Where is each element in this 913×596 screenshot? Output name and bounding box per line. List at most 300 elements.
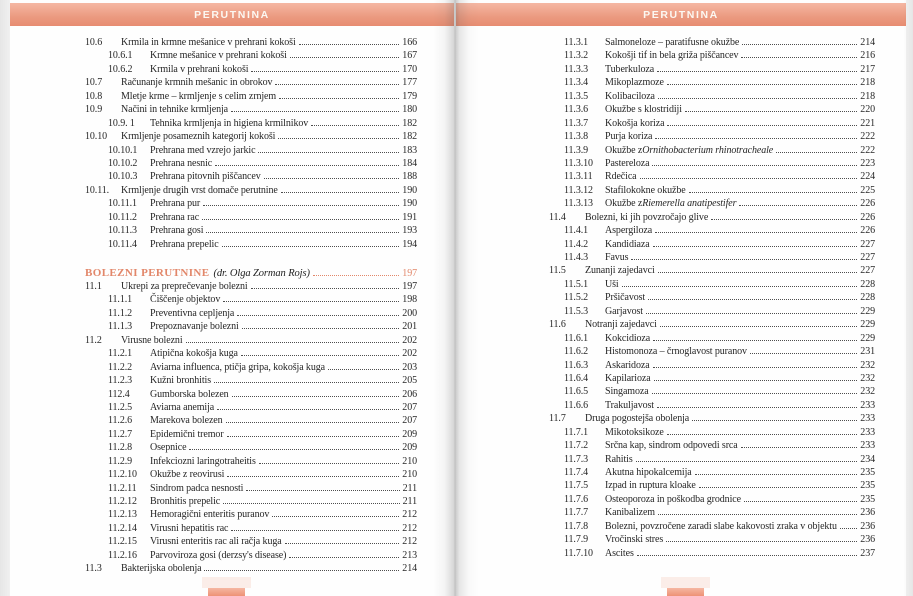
toc-row bbox=[549, 77, 875, 90]
toc-leader-dots bbox=[667, 434, 858, 435]
toc-column-left bbox=[85, 37, 417, 577]
toc-leader-dots bbox=[299, 44, 400, 45]
toc-leader-dots bbox=[652, 165, 857, 166]
toc-entry-title: Parvoviroza gosi (derzsy's disease) bbox=[150, 549, 287, 561]
toc-leader-dots bbox=[246, 490, 399, 491]
toc-row bbox=[85, 281, 417, 294]
toc-row bbox=[549, 198, 875, 211]
toc-leader-dots bbox=[654, 380, 858, 381]
toc-entry-number: 10.9. 1 bbox=[108, 117, 135, 129]
toc-row bbox=[85, 348, 417, 361]
toc-leader-dots bbox=[328, 369, 399, 370]
toc-leader-dots bbox=[739, 205, 857, 206]
toc-leader-dots bbox=[685, 111, 857, 112]
toc-leader-dots bbox=[311, 125, 399, 126]
toc-page-number: 213 bbox=[402, 549, 417, 561]
toc-entry-title: Kandidiaza bbox=[605, 238, 650, 250]
toc-entry-title: Virusni hepatitis rac bbox=[150, 522, 229, 534]
toc-leader-dots bbox=[692, 420, 857, 421]
toc-page-number: 218 bbox=[860, 77, 875, 89]
toc-page-number: 188 bbox=[402, 171, 417, 183]
toc-row bbox=[549, 252, 875, 265]
toc-entry-number: 11.7.2 bbox=[564, 440, 589, 452]
toc-entry-number: 11.2.2 bbox=[108, 361, 133, 373]
toc-row bbox=[85, 198, 417, 211]
toc-leader-dots bbox=[272, 516, 399, 517]
toc-entry-title: Mikotoksikoze bbox=[605, 426, 664, 438]
toc-leader-dots bbox=[186, 342, 400, 343]
toc-entry-number: 10.8 bbox=[85, 90, 103, 102]
toc-leader-dots bbox=[660, 326, 858, 327]
toc-row bbox=[85, 77, 417, 90]
toc-entry-number: 11.2 bbox=[85, 334, 102, 346]
toc-page-number: 233 bbox=[860, 440, 875, 452]
toc-leader-dots bbox=[667, 125, 857, 126]
toc-entry-title: Ukrepi za preprečevanje bolezni bbox=[121, 281, 248, 292]
toc-row bbox=[549, 145, 875, 158]
toc-entry-title: Kolibaciloza bbox=[605, 90, 655, 102]
toc-leader-dots bbox=[202, 219, 399, 220]
toc-entry-title: Kokošja koriza bbox=[605, 117, 665, 129]
toc-entry-title: Histomonoza – črnoglavost puranov bbox=[605, 346, 747, 358]
toc-page-number: 229 bbox=[860, 319, 875, 331]
toc-row bbox=[85, 239, 417, 252]
toc-row bbox=[549, 64, 875, 77]
toc-entry-title: Mletje krme – krmljenje s celim zrnjem bbox=[121, 90, 277, 102]
toc-entry-number: 10.9 bbox=[85, 104, 103, 116]
toc-page-number: 232 bbox=[860, 386, 875, 398]
toc-page-number: 202 bbox=[402, 348, 417, 360]
toc-leader-dots bbox=[223, 301, 399, 302]
left-page-header-title: PERUTNINA bbox=[194, 8, 270, 21]
toc-row bbox=[549, 158, 875, 171]
toc-leader-dots bbox=[237, 315, 399, 316]
toc-page-number: 212 bbox=[402, 536, 417, 548]
toc-row bbox=[85, 37, 417, 50]
toc-row bbox=[549, 239, 875, 252]
toc-page-number: 218 bbox=[860, 90, 875, 102]
toc-entry-title: Rdečica bbox=[605, 171, 637, 183]
toc-entry-number: 11.2.13 bbox=[108, 509, 137, 521]
toc-section-gap bbox=[85, 252, 417, 267]
toc-row bbox=[85, 91, 417, 104]
toc-entry-number: 11.3.8 bbox=[564, 131, 589, 143]
toc-page-number: 227 bbox=[860, 238, 875, 250]
toc-entry-number: 11.5.2 bbox=[564, 292, 589, 304]
toc-leader-dots bbox=[741, 447, 858, 448]
toc-page-number: 182 bbox=[402, 117, 417, 129]
toc-row bbox=[549, 292, 875, 305]
toc-page-number: 179 bbox=[402, 90, 417, 102]
toc-row bbox=[549, 467, 875, 480]
toc-page-number: 207 bbox=[402, 415, 417, 427]
toc-entry-title: Trakuljavost bbox=[605, 399, 654, 411]
toc-leader-dots bbox=[744, 501, 857, 502]
toc-entry-number: 11.4.2 bbox=[564, 238, 589, 250]
right-page-header-band bbox=[456, 3, 906, 26]
toc-page-number: 180 bbox=[402, 104, 417, 116]
toc-leader-dots bbox=[695, 474, 858, 475]
toc-page-number: 222 bbox=[860, 144, 875, 156]
toc-entry-title: Krmljenje posameznih kategorij kokoši bbox=[121, 131, 276, 143]
toc-row bbox=[549, 534, 875, 547]
toc-entry-number: 11.2.12 bbox=[108, 496, 137, 507]
toc-leader-dots bbox=[631, 259, 857, 260]
toc-leader-dots bbox=[658, 514, 857, 515]
toc-entry-number: 11.2.3 bbox=[108, 375, 133, 387]
toc-row bbox=[549, 521, 875, 534]
toc-entry-title: Infekciozni laringotraheitis bbox=[150, 455, 256, 467]
toc-row bbox=[85, 335, 417, 348]
toc-leader-dots bbox=[289, 557, 399, 558]
toc-entry-number: 11.4.3 bbox=[564, 252, 589, 263]
toc-leader-dots bbox=[637, 555, 858, 556]
toc-entry-number: 11.3.11 bbox=[564, 171, 593, 183]
toc-entry-number: 11.5 bbox=[549, 265, 566, 277]
toc-page-number: 200 bbox=[402, 307, 417, 319]
toc-entry-number: 11.3.5 bbox=[564, 90, 589, 102]
toc-page-number: 209 bbox=[402, 428, 417, 440]
toc-entry-number: 11.6.1 bbox=[564, 332, 589, 344]
toc-entry-title: Okužbe z bbox=[605, 144, 643, 156]
toc-entry-title-latin: Riemerella anatipestifer bbox=[642, 198, 737, 210]
toc-entry-number: 10.11.2 bbox=[108, 211, 137, 223]
toc-leader-dots bbox=[666, 541, 857, 542]
toc-entry-number: 11.2.16 bbox=[108, 549, 137, 561]
toc-row bbox=[85, 442, 417, 455]
toc-page-number: 191 bbox=[402, 211, 417, 223]
toc-entry-title: Prehrana gosi bbox=[150, 225, 204, 237]
toc-row bbox=[85, 50, 417, 63]
toc-row bbox=[549, 118, 875, 131]
toc-entry-title: Druga pogostejša obolenja bbox=[585, 413, 690, 425]
toc-entry-title: Epidemični tremor bbox=[150, 428, 224, 440]
toc-entry-number: 112.4 bbox=[108, 388, 130, 400]
toc-row bbox=[85, 375, 417, 388]
toc-entry-title: Rahitis bbox=[605, 453, 633, 465]
toc-page-number: 229 bbox=[860, 332, 875, 344]
toc-row bbox=[549, 400, 875, 413]
toc-entry-number: 11.5.1 bbox=[564, 278, 589, 290]
toc-row bbox=[549, 212, 875, 225]
toc-entry-number: 11.3.3 bbox=[564, 63, 589, 75]
toc-row bbox=[549, 548, 875, 561]
toc-page-number: 236 bbox=[860, 507, 875, 519]
toc-entry-number: 10.10.3 bbox=[108, 171, 138, 183]
toc-entry-title: Prehrana nesnic bbox=[150, 157, 213, 169]
toc-entry-number: 11.2.10 bbox=[108, 469, 137, 481]
toc-row bbox=[85, 456, 417, 469]
toc-row bbox=[549, 37, 875, 50]
right-page bbox=[456, 0, 906, 596]
toc-row bbox=[549, 333, 875, 346]
toc-entry-title: Pršičavost bbox=[605, 292, 646, 304]
left-page-header-band bbox=[10, 3, 454, 26]
toc-entry-number: 11.1.3 bbox=[108, 321, 133, 333]
toc-entry-number: 11.1.1 bbox=[108, 294, 133, 306]
toc-page-number: 190 bbox=[402, 198, 417, 210]
toc-leader-dots bbox=[655, 232, 857, 233]
toc-row bbox=[549, 480, 875, 493]
toc-entry-number: 11.3.1 bbox=[564, 37, 589, 48]
toc-row bbox=[85, 536, 417, 549]
chapter-title: BOLEZNI PERUTNINE bbox=[85, 267, 210, 279]
toc-entry-title: Pastereloza bbox=[605, 157, 650, 169]
toc-page-number: 206 bbox=[402, 388, 417, 400]
toc-entry-title: Bolezni, ki jih povzročajo glive bbox=[585, 211, 709, 223]
toc-row bbox=[549, 427, 875, 440]
toc-entry-number: 11.3.13 bbox=[564, 198, 593, 210]
toc-page-number: 166 bbox=[402, 37, 417, 48]
toc-leader-dots bbox=[227, 436, 400, 437]
toc-page-number: 212 bbox=[402, 509, 417, 521]
toc-page-number: 211 bbox=[402, 496, 417, 507]
toc-row bbox=[549, 171, 875, 184]
toc-page-number: 170 bbox=[402, 63, 417, 75]
toc-page-number: 223 bbox=[860, 157, 875, 169]
toc-row bbox=[549, 319, 875, 332]
toc-entry-title: Krmljenje drugih vrst domače perutnine bbox=[121, 184, 278, 196]
toc-row bbox=[549, 104, 875, 117]
toc-row bbox=[85, 321, 417, 334]
toc-leader-dots bbox=[646, 313, 857, 314]
toc-page-number: 210 bbox=[402, 455, 417, 467]
toc-entry-number: 10.6 bbox=[85, 37, 103, 48]
toc-leader-dots bbox=[657, 407, 857, 408]
toc-row bbox=[549, 225, 875, 238]
toc-entry-title: Krmila v prehrani kokoši bbox=[150, 63, 249, 75]
toc-row bbox=[85, 483, 417, 496]
toc-entry-title: Zunanji zajedavci bbox=[585, 265, 655, 277]
toc-entry-title: Prehrana pitovnih piščancev bbox=[150, 171, 261, 183]
toc-entry-number: 11.2.6 bbox=[108, 415, 133, 427]
toc-leader-dots bbox=[655, 138, 857, 139]
toc-row bbox=[549, 50, 875, 63]
toc-entry-title: Uši bbox=[605, 278, 619, 290]
toc-leader-dots bbox=[657, 71, 857, 72]
toc-entry-number: 11.4 bbox=[549, 211, 566, 223]
toc-leader-dots bbox=[206, 232, 399, 233]
toc-column-right bbox=[549, 37, 875, 561]
toc-entry-number: 11.3.9 bbox=[564, 144, 589, 156]
toc-row bbox=[549, 265, 875, 278]
toc-entry-number: 11.7.8 bbox=[564, 520, 589, 532]
left-page bbox=[10, 0, 454, 596]
toc-entry-title: Osteoporoza in poškodba grodnice bbox=[605, 493, 741, 505]
toc-page-number: 214 bbox=[860, 37, 875, 48]
toc-page-number: 236 bbox=[860, 520, 875, 532]
toc-entry-number: 11.6 bbox=[549, 319, 566, 331]
toc-entry-number: 10.7 bbox=[85, 77, 103, 89]
toc-page-number: 221 bbox=[860, 117, 875, 129]
toc-row bbox=[85, 158, 417, 171]
toc-row bbox=[85, 294, 417, 307]
toc-page-number: 216 bbox=[860, 50, 875, 62]
toc-row bbox=[85, 131, 417, 144]
toc-entry-title: Purja koriza bbox=[605, 131, 653, 143]
toc-entry-title: Akutna hipokalcemija bbox=[605, 467, 692, 478]
toc-page-number: 235 bbox=[860, 493, 875, 505]
toc-entry-number: 11.2.11 bbox=[108, 482, 137, 494]
toc-entry-title: Kokcidioza bbox=[605, 332, 651, 344]
toc-row bbox=[549, 91, 875, 104]
toc-row bbox=[85, 523, 417, 536]
toc-leader-dots bbox=[290, 57, 400, 58]
toc-page-number: 237 bbox=[860, 547, 875, 559]
toc-row bbox=[549, 306, 875, 319]
toc-entry-number: 10.11.1 bbox=[108, 198, 137, 210]
toc-leader-dots bbox=[281, 192, 400, 193]
toc-entry-number: 11.2.15 bbox=[108, 536, 137, 548]
toc-leader-dots bbox=[840, 528, 857, 529]
toc-entry-number: 11.6.2 bbox=[564, 346, 589, 358]
toc-row bbox=[549, 440, 875, 453]
toc-leader-dots bbox=[653, 340, 857, 341]
toc-entry-title: Osepnice bbox=[150, 442, 187, 454]
toc-row bbox=[85, 362, 417, 375]
toc-entry-title: Garjavost bbox=[605, 305, 643, 317]
toc-leader-dots bbox=[622, 286, 858, 287]
toc-page-number: 227 bbox=[860, 265, 875, 277]
toc-leader-dots bbox=[275, 84, 399, 85]
toc-leader-dots bbox=[251, 288, 400, 289]
toc-entry-number: 11.2.8 bbox=[108, 442, 133, 454]
toc-leader-dots bbox=[699, 487, 858, 488]
toc-row bbox=[85, 563, 417, 576]
toc-entry-number: 10.10 bbox=[85, 131, 108, 143]
toc-page-number: 190 bbox=[402, 184, 417, 196]
toc-entry-number: 11.7.6 bbox=[564, 493, 589, 505]
toc-leader-dots bbox=[689, 192, 858, 193]
toc-page-number: 235 bbox=[860, 480, 875, 492]
toc-entry-title: Marekova bolezen bbox=[150, 415, 223, 427]
toc-page-number: 201 bbox=[402, 321, 417, 333]
toc-row bbox=[549, 360, 875, 373]
toc-page-number: 209 bbox=[402, 442, 417, 454]
toc-page-number: 226 bbox=[860, 198, 875, 210]
toc-entry-number: 11.2.5 bbox=[108, 401, 133, 413]
toc-entry-number: 11.3.12 bbox=[564, 184, 593, 196]
toc-page-number: 198 bbox=[402, 294, 417, 306]
toc-page-number: 228 bbox=[860, 278, 875, 290]
toc-page-number: 182 bbox=[402, 131, 417, 143]
toc-entry-number: 11.3.2 bbox=[564, 50, 589, 62]
toc-page-number: 167 bbox=[402, 50, 417, 62]
toc-entry-number: 11.6.3 bbox=[564, 359, 589, 371]
toc-entry-title: Krmila in krmne mešanice v prehrani kokoši bbox=[121, 37, 296, 48]
toc-entry-title: Askaridoza bbox=[605, 359, 650, 371]
toc-leader-dots bbox=[232, 396, 400, 397]
toc-row bbox=[85, 496, 417, 509]
toc-page-number: 229 bbox=[860, 305, 875, 317]
toc-page-number: 194 bbox=[402, 238, 417, 250]
toc-entry-title: Preventivna cepljenja bbox=[150, 307, 235, 319]
toc-entry-number: 11.2.1 bbox=[108, 348, 133, 360]
toc-entry-number: 10.11.3 bbox=[108, 225, 137, 237]
toc-entry-title: Salmoneloze – paratifusne okužbe bbox=[605, 37, 740, 48]
toc-row bbox=[85, 171, 417, 184]
toc-leader-dots bbox=[226, 422, 400, 423]
toc-entry-number: 11.6.4 bbox=[564, 372, 589, 384]
toc-entry-number: 11.2.7 bbox=[108, 428, 133, 440]
toc-entry-number: 11.4.1 bbox=[564, 225, 589, 237]
toc-entry-title: Računanje krmnih mešanic in obrokov bbox=[121, 77, 273, 89]
toc-page-number: 202 bbox=[402, 334, 417, 346]
toc-leader-dots bbox=[241, 355, 399, 356]
toc-row bbox=[549, 131, 875, 144]
toc-page-number: 207 bbox=[402, 401, 417, 413]
toc-leader-dots bbox=[285, 543, 400, 544]
toc-leader-dots bbox=[658, 98, 857, 99]
toc-row bbox=[549, 386, 875, 399]
toc-page-number: 205 bbox=[402, 375, 417, 387]
toc-leader-dots bbox=[223, 503, 400, 504]
toc-page-number: 228 bbox=[860, 292, 875, 304]
toc-page-number: 225 bbox=[860, 184, 875, 196]
toc-entry-number: 11.3.4 bbox=[564, 77, 589, 89]
toc-leader-dots bbox=[278, 138, 399, 139]
toc-entry-number: 11.3.7 bbox=[564, 117, 589, 129]
right-page-footer-tab bbox=[667, 588, 704, 596]
toc-page-number: 232 bbox=[860, 359, 875, 371]
toc-page-number: 177 bbox=[402, 77, 417, 89]
toc-leader-dots bbox=[653, 246, 858, 247]
toc-leader-dots bbox=[648, 299, 857, 300]
toc-page-number: 234 bbox=[860, 453, 875, 465]
toc-entry-title: Stafilokokne okužbe bbox=[605, 184, 686, 196]
toc-entry-title: Mikoplazmoze bbox=[605, 77, 664, 89]
toc-row bbox=[85, 469, 417, 482]
toc-entry-number: 11.7.1 bbox=[564, 426, 589, 438]
toc-entry-title: Kanibalizem bbox=[605, 507, 655, 519]
toc-entry-title: Okužbe s klostridiji bbox=[605, 104, 682, 116]
toc-page-number: 222 bbox=[860, 131, 875, 143]
toc-entry-number: 11.7.3 bbox=[564, 453, 589, 465]
toc-leader-dots bbox=[279, 98, 399, 99]
toc-leader-dots bbox=[222, 246, 400, 247]
toc-row bbox=[85, 402, 417, 415]
right-page-header-title: PERUTNINA bbox=[643, 8, 719, 21]
toc-entry-title: Virusne bolezni bbox=[121, 334, 183, 346]
toc-entry-title: Okužbe z bbox=[605, 198, 643, 210]
toc-page-number: 217 bbox=[860, 63, 875, 75]
toc-entry-number: 11.6.5 bbox=[564, 386, 589, 398]
toc-entry-title: Tuberkuloza bbox=[605, 63, 655, 75]
toc-entry-number: 11.5.3 bbox=[564, 305, 589, 317]
toc-entry-number: 11.1.2 bbox=[108, 307, 133, 319]
toc-entry-title: Prehrana pur bbox=[150, 198, 201, 210]
toc-entry-title: Kužni bronhitis bbox=[150, 375, 211, 387]
toc-row bbox=[549, 494, 875, 507]
toc-entry-number: 11.3.10 bbox=[564, 157, 593, 169]
toc-entry-number: 10.11. bbox=[85, 184, 110, 196]
toc-row bbox=[85, 118, 417, 131]
toc-entry-title: Ascites bbox=[605, 547, 634, 559]
toc-entry-number: 11.7.10 bbox=[564, 547, 593, 559]
toc-leader-dots bbox=[217, 409, 399, 410]
toc-entry-number: 11.6.6 bbox=[564, 399, 589, 411]
toc-leader-dots bbox=[231, 111, 399, 112]
toc-entry-title: Aspergiloza bbox=[605, 225, 653, 237]
toc-entry-number: 11.7.7 bbox=[564, 507, 589, 519]
toc-entry-title: Prehrana prepelic bbox=[150, 238, 219, 250]
toc-page-number: 214 bbox=[402, 563, 417, 575]
toc-page-number: 224 bbox=[860, 171, 875, 183]
toc-page-number: 236 bbox=[860, 534, 875, 546]
toc-entry-title: Izpad in ruptura kloake bbox=[605, 480, 696, 492]
toc-entry-title: Srčna kap, sindrom odpovedi srca bbox=[605, 440, 738, 452]
toc-leader-dots bbox=[215, 165, 399, 166]
